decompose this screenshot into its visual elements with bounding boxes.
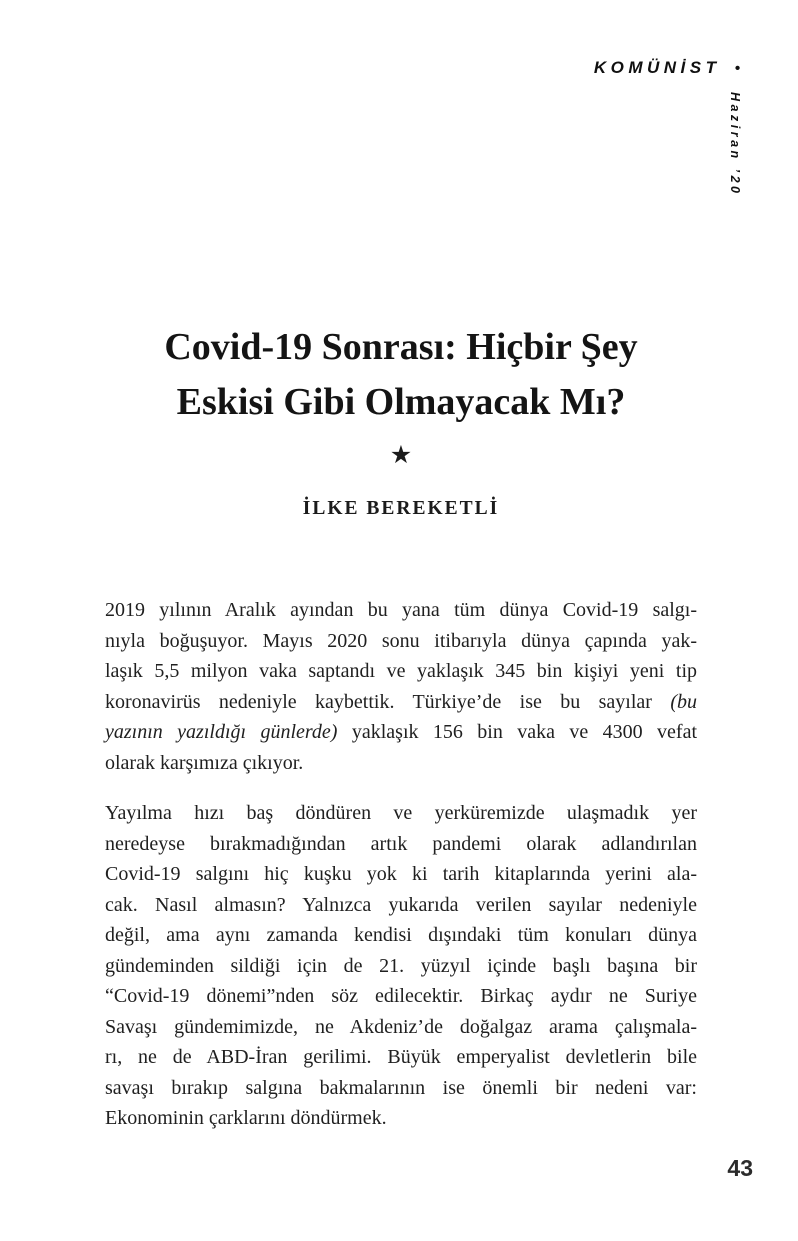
text-segment: koronavirüs nedeniyle kaybettik. Türkiye’de ise bu sayılar xyxy=(105,690,671,713)
text-line xyxy=(105,981,697,1012)
text-segment: savaşı bırakıp salgına bakmalarının ise önemli bir nedeni var: xyxy=(105,1076,697,1099)
text-line xyxy=(105,1012,697,1043)
italic-text-segment: yazının yazıldığı günlerde) xyxy=(105,721,338,743)
article-body xyxy=(105,595,697,1134)
running-head xyxy=(594,58,740,78)
article-title-line1: Covid-19 Sonrası: Hiçbir Şey xyxy=(164,326,638,368)
text-segment: olarak karşımıza çıkıyor. xyxy=(105,751,304,774)
text-segment: rı, ne de ABD-İran gerilimi. Büyük emperyalist devletlerin bile xyxy=(105,1046,697,1068)
text-segment: Ekonominin çarklarını döndürmek. xyxy=(105,1107,387,1129)
text-segment: gündeminden sildiği için de 21. yüzyıl içinde başlı başına bir xyxy=(105,954,697,977)
text-line xyxy=(105,890,697,921)
text-line xyxy=(105,626,697,657)
text-line xyxy=(105,1042,697,1073)
text-line xyxy=(105,748,697,779)
issue-date-vertical: Haziran ’20 xyxy=(728,92,742,197)
text-line xyxy=(105,1103,697,1134)
magazine-title: KOMÜNİST xyxy=(593,58,721,77)
text-segment: cak. Nasıl almasın? Yalnızca yukarıda verilen sayılar nedeniyle xyxy=(105,893,697,916)
text-segment: değil, ama aynı zamanda kendisi dışındaki tüm konuları dünya xyxy=(105,924,697,946)
text-segment: laşık 5,5 milyon vaka saptandı ve yaklaşık 345 bin kişiyi yeni tip xyxy=(105,660,697,682)
author-name: İLKE BEREKETLİ xyxy=(302,498,500,519)
text-segment: 2019 yılının Aralık ayından bu yana tüm dünya Covid-19 salgı- xyxy=(105,599,697,621)
text-segment: neredeyse bırakmadığından artık pandemi olarak adlandırılan xyxy=(105,832,697,855)
text-line xyxy=(105,920,697,951)
article-title xyxy=(105,320,697,430)
paragraph-2 xyxy=(105,798,697,1134)
text-line xyxy=(105,687,697,718)
text-line xyxy=(105,717,697,748)
star-icon: ★ xyxy=(389,442,413,469)
italic-text-segment: (bu xyxy=(670,690,697,713)
text-line xyxy=(105,595,697,626)
text-segment: nıyla boğuşuyor. Mayıs 2020 sonu itibarıyla dünya çapında yak- xyxy=(105,629,697,652)
text-line xyxy=(105,829,697,860)
bullet-icon: • xyxy=(734,60,740,77)
text-segment: “Covid-19 dönemi”nden söz edilecektir. Birkaç aydır ne Suriye xyxy=(105,985,697,1007)
text-segment: Covid-19 salgını hiç kuşku yok ki tarih kitaplarında yerini ala- xyxy=(105,863,697,885)
text-line xyxy=(105,859,697,890)
paragraph-1 xyxy=(105,595,697,778)
page-number: 43 xyxy=(727,1155,753,1181)
text-line xyxy=(105,798,697,829)
text-segment: yaklaşık 156 bin vaka ve 4300 vefat xyxy=(337,721,697,743)
text-line xyxy=(105,1073,697,1104)
text-segment: Yayılma hızı baş döndüren ve yerküremizde ulaşmadık yer xyxy=(105,802,697,824)
text-line xyxy=(105,656,697,687)
text-segment: Savaşı gündemimizde, ne Akdeniz’de doğalgaz arama çalışmala- xyxy=(105,1015,697,1038)
article-title-line2: Eskisi Gibi Olmayacak Mı? xyxy=(176,381,626,423)
text-line xyxy=(105,951,697,982)
